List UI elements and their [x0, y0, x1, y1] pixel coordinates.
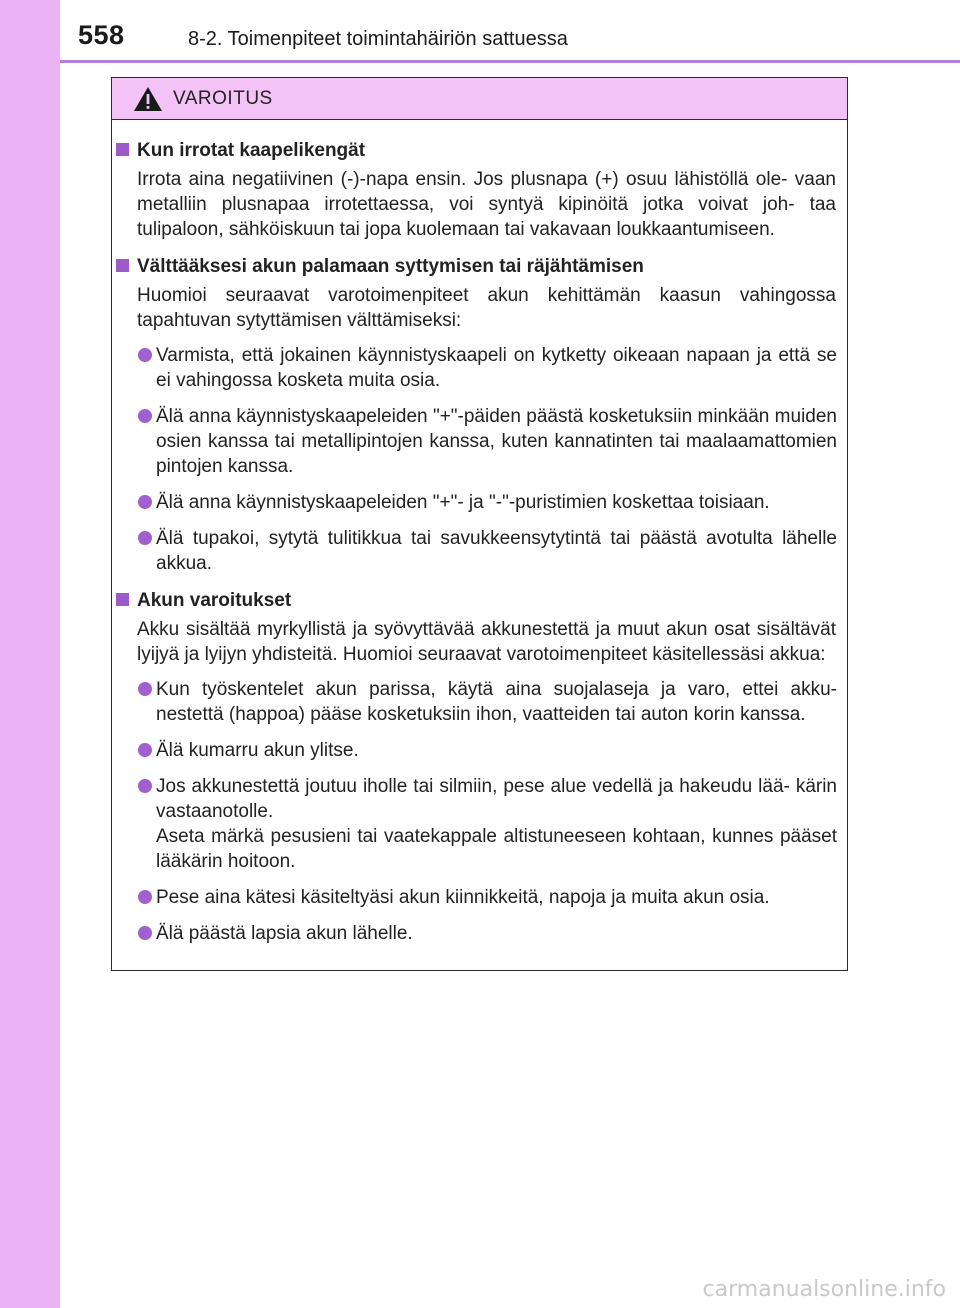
warning-triangle-icon	[133, 86, 163, 112]
side-color-strip	[0, 0, 60, 1308]
square-bullet-icon	[116, 593, 129, 606]
bullet-dot-icon	[138, 682, 152, 696]
section-paragraph: Irrota aina negatiivinen (-)-napa ensin. Jos plusnapa (+) osuu lähistöllä ole- vaan metalliin plusnapaa irrotettaessa, voi syntyä kipinöitä jotka voivat joh- taa tulipaloon, sähköiskuun tai jopa kuolemaan tai vakavaan loukkaantumiseen.	[137, 169, 836, 240]
section-heading	[112, 254, 847, 279]
warning-header	[112, 78, 847, 120]
section-battery-warnings	[112, 588, 847, 946]
section-heading-text: Välttääksesi akun palamaan syttymisen tai räjähtämisen	[137, 256, 644, 277]
section-paragraph: Akku sisältää myrkyllistä ja syövyttävää akkunestettä ja muut akun osat sisältävät lyijyä ja lyijyn yhdisteitä. Huomioi seuraavat varotoimenpiteet käsitellessäsi akkua:	[137, 619, 836, 665]
list-item-text: Pese aina kätesi käsiteltyäsi akun kiinnikkeitä, napoja ja muita akun osia.	[156, 887, 770, 908]
warning-title: VAROITUS	[173, 88, 273, 109]
list-item-text: Älä päästä lapsia akun lähelle.	[156, 923, 413, 944]
list-item	[112, 490, 847, 515]
square-bullet-icon	[116, 143, 129, 156]
list-item-text: Älä anna käynnistyskaapeleiden "+"- ja "-"-puristimien koskettaa toisiaan.	[156, 492, 770, 513]
bullet-dot-icon	[138, 409, 152, 423]
page-number: 558	[78, 20, 125, 50]
bullet-dot-icon	[138, 495, 152, 509]
list-item	[112, 774, 847, 874]
list-item	[112, 343, 847, 393]
list-item	[112, 404, 847, 479]
chapter-title: 8-2. Toimenpiteet toimintahäiriön sattuessa	[188, 28, 568, 50]
list-item-extra-text: Aseta märkä pesusieni tai vaatekappale altistuneeseen kohtaan, kunnes pääset lääkärin hoitoon.	[156, 826, 837, 872]
bullet-dot-icon	[138, 743, 152, 757]
section-paragraph: Huomioi seuraavat varotoimenpiteet akun kehittämän kaasun vahingossa tapahtuvan sytyttämisen välttämiseksi:	[137, 285, 836, 331]
list-item	[112, 885, 847, 910]
list-item-text: Älä kumarru akun ylitse.	[156, 740, 359, 761]
list-item-text: Varmista, että jokainen käynnistyskaapeli on kytketty oikeaan napaan ja että se ei vahingossa kosketa muita osia.	[156, 345, 837, 391]
warning-box	[111, 77, 848, 971]
list-item	[112, 677, 847, 727]
list-item	[112, 921, 847, 946]
section-heading	[112, 138, 847, 163]
header-rule	[60, 60, 960, 63]
bullet-dot-icon	[138, 926, 152, 940]
section-cable-removal	[112, 138, 847, 242]
warning-body	[112, 120, 847, 946]
list-item-text: Kun työskentelet akun parissa, käytä aina suojalaseja ja varo, ettei akku- nestettä (happoa) pääse kosketuksiin ihon, vaatteiden tai auton korin kanssa.	[156, 679, 837, 725]
list-item	[112, 526, 847, 576]
section-fire-prevention	[112, 254, 847, 576]
watermark: carmanualsonline.info	[702, 1277, 946, 1302]
list-item-text: Jos akkunestettä joutuu iholle tai silmiin, pese alue vedellä ja hakeudu lää- kärin vastaanotolle.	[156, 776, 837, 822]
section-heading	[112, 588, 847, 613]
bullet-dot-icon	[138, 348, 152, 362]
list-item-text: Älä tupakoi, sytytä tulitikkua tai savukkeensytytintä tai päästä avotulta lähelle akkua.	[156, 528, 837, 574]
section-heading-text: Kun irrotat kaapelikengät	[137, 140, 366, 161]
bullet-dot-icon	[138, 779, 152, 793]
bullet-dot-icon	[138, 890, 152, 904]
bullet-dot-icon	[138, 531, 152, 545]
list-item-text: Älä anna käynnistyskaapeleiden "+"-päiden päästä kosketuksiin minkään muiden osien kanssa tai metallipintojen kanssa, kuten kannatinten tai maalaamattomien pintojen kanssa.	[156, 406, 837, 477]
square-bullet-icon	[116, 259, 129, 272]
list-item	[112, 738, 847, 763]
section-heading-text: Akun varoitukset	[137, 590, 292, 611]
